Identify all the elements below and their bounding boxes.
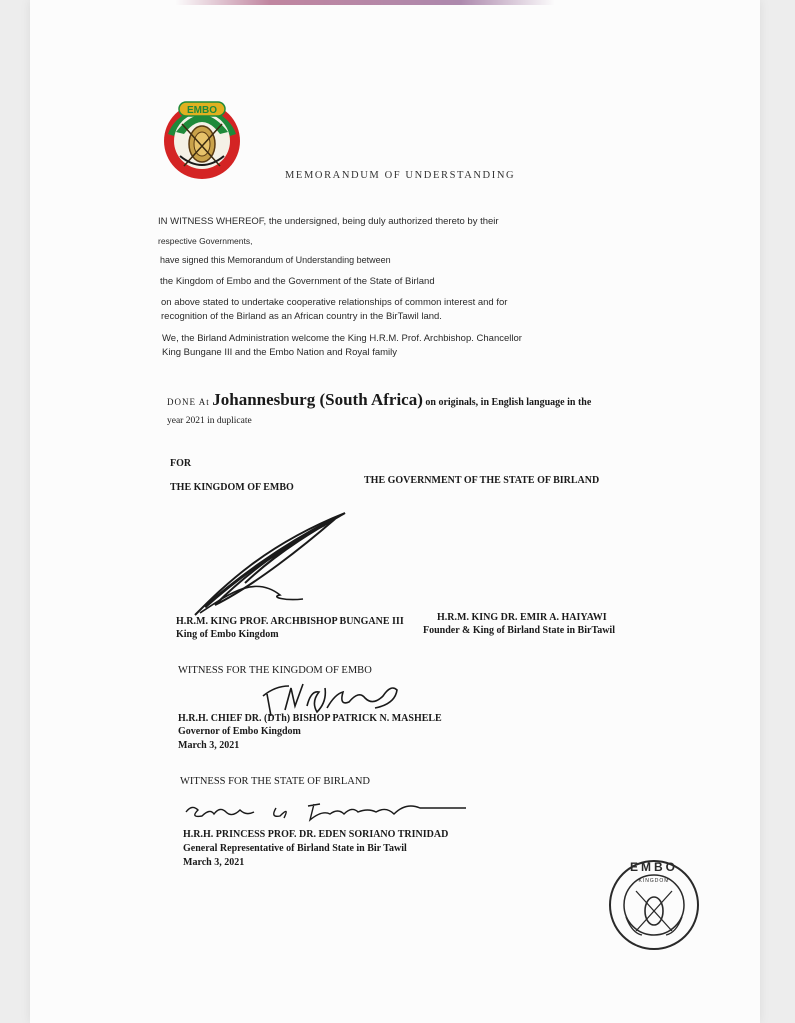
party-embo: THE KINGDOM OF EMBO <box>170 482 294 493</box>
stamp-text: EMBO <box>630 860 678 874</box>
king-signature-icon <box>185 505 355 620</box>
done-line-2: year 2021 in duplicate <box>167 416 252 426</box>
witness-birland-title: General Representative of Birland State in Bir Tawil <box>183 843 407 854</box>
party-birland: THE GOVERNMENT OF THE STATE OF BIRLAND <box>364 475 600 486</box>
paragraph-line: have signed this Memorandum of Understanding between <box>160 255 391 265</box>
princess-signature-icon <box>180 796 470 826</box>
king-birland-name: H.R.M. KING DR. EMIR A. HAIYAWI <box>437 612 607 623</box>
paragraph-line: on above stated to undertake cooperative relationships of common interest and for <box>161 297 508 308</box>
king-embo-name: H.R.M. KING PROF. ARCHBISHOP BUNGANE III <box>176 616 404 627</box>
witness-birland-heading: WITNESS FOR THE STATE OF BIRLAND <box>180 776 371 787</box>
witness-embo-heading: WITNESS FOR THE KINGDOM OF EMBO <box>178 665 372 676</box>
witness-embo-title: Governor of Embo Kingdom <box>178 726 301 737</box>
done-city: Johannesburg (South Africa) <box>212 390 423 409</box>
paragraph-line: King Bungane III and the Embo Nation and Royal family <box>162 347 398 358</box>
page-title: MEMORANDUM OF UNDERSTANDING <box>285 170 516 181</box>
logo-text: EMBO <box>187 105 217 116</box>
king-embo-title: King of Embo Kingdom <box>176 629 279 640</box>
paragraph-line: IN WITNESS WHEREOF, the undersigned, being duly authorized thereto by their <box>158 216 499 227</box>
witness-embo-name: H.R.H. CHIEF DR. (DTh) BISHOP PATRICK N. MASHELE <box>178 713 442 724</box>
witness-embo-date: March 3, 2021 <box>178 740 240 751</box>
paragraph-line: We, the Birland Administration welcome the King H.R.M. Prof. Archbishop. Chancellor <box>162 333 522 344</box>
top-edge-artifact <box>175 0 555 5</box>
witness-birland-date: March 3, 2021 <box>183 857 245 868</box>
paragraph-line: recognition of the Birland as an African country in the BirTawil land. <box>161 311 442 322</box>
paragraph-line: the Kingdom of Embo and the Government of the State of Birland <box>160 276 435 287</box>
paragraph-line: respective Governments, <box>158 236 253 246</box>
done-suffix: on originals, in English language in the <box>425 397 592 408</box>
embo-stamp-icon <box>602 855 706 955</box>
witness-birland-name: H.R.H. PRINCESS PROF. DR. EDEN SORIANO TRINIDAD <box>183 829 449 840</box>
for-label: FOR <box>170 458 192 469</box>
king-birland-title: Founder & King of Birland State in BirTawil <box>423 625 615 636</box>
stamp-subtext: KINGDOM <box>638 878 670 884</box>
done-prefix: DONE At <box>167 397 210 407</box>
done-at-line <box>167 390 591 410</box>
embo-logo-icon <box>160 98 244 180</box>
